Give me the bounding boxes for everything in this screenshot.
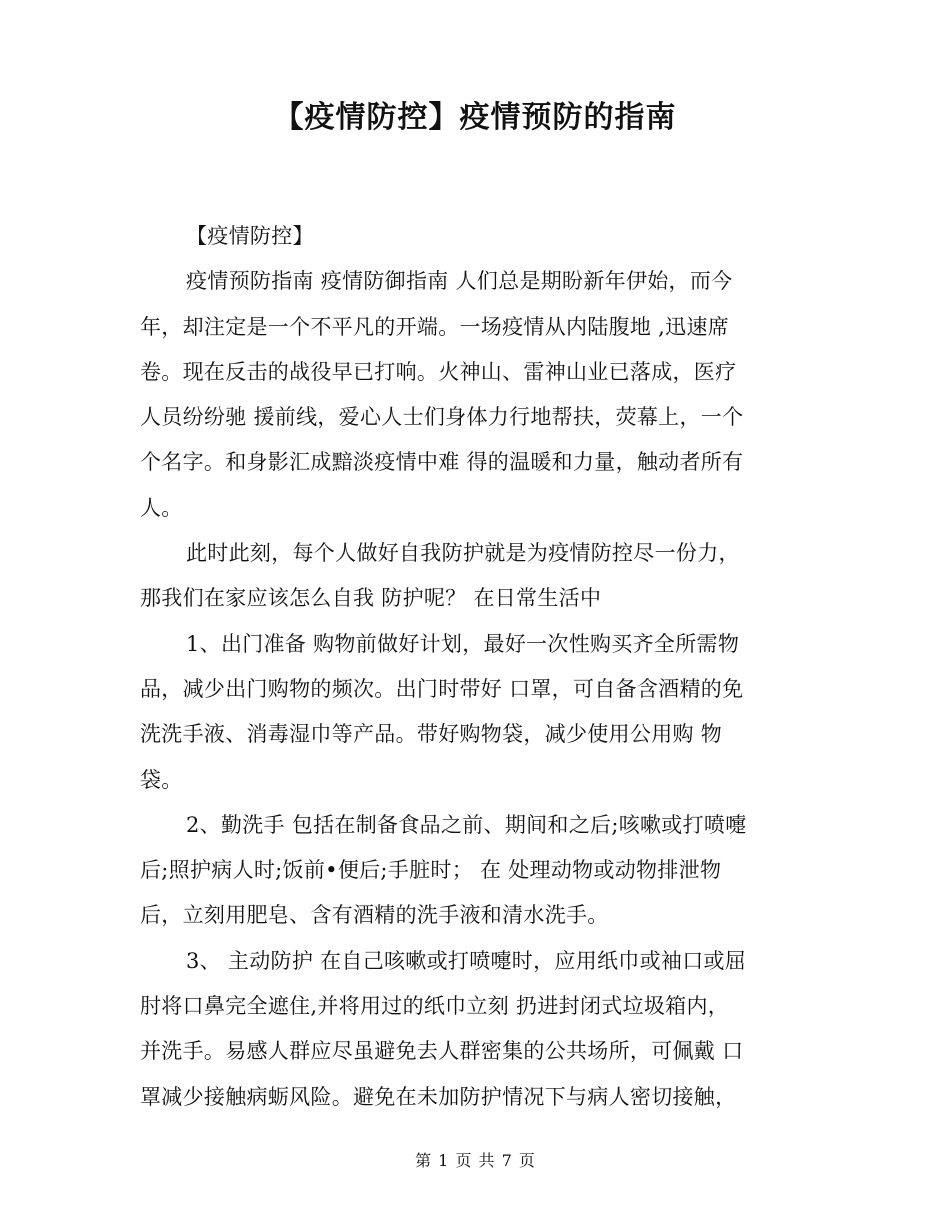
text-line: 疫情预防指南 疫情防御指南 人们总是期盼新年伊始，而今 xyxy=(186,269,733,294)
page-footer: 第 1 页 共 7 页 xyxy=(415,1151,535,1170)
text-line: 袋。 xyxy=(140,767,183,792)
text-line: 2、勤洗手 包括在制备食品之前、期间和之后;咳嗽或打喷嚏 xyxy=(186,812,747,837)
text-line: 人员纷纷驰 援前线，爱心人士们身体力行地帮扶，荧幕上，一个 xyxy=(140,405,744,430)
text-line: 此时此刻，每个人做好自我防护就是为疫情防控尽一份力， xyxy=(186,541,740,566)
text-line: 洗洗手液、消毒湿巾等产品。带好购物袋，减少使用公用购 物 xyxy=(140,722,723,747)
text-line: 那我们在家应该怎么自我 防护呢？ 在日常生活中 xyxy=(140,586,602,611)
text-line: 个名字。和身影汇成黯淡疫情中难 得的温暖和力量，触动者所有 xyxy=(140,450,744,475)
text-line: 肘将口鼻完全遮住,并将用过的纸巾立刻 扔进封闭式垃圾箱内， xyxy=(140,994,730,1019)
text-line: 卷。现在反击的战役早已打响。火神山、雷神山业已落成，医疗 xyxy=(140,359,737,384)
text-line: 罩减少接触病蛎风险。避免在未加防护情况下与病人密切接触， xyxy=(140,1084,737,1109)
text-line: 后，立刻用肥皂、含有酒精的洗手液和清水洗手。 xyxy=(140,903,609,928)
text-line: 后;照护病人时;饭前•便后;手脏时； 在 处理动物或动物排泄物 xyxy=(140,858,722,883)
text-line: 1、出门准备 购物前做好计划，最好一次性购买齐全所需物 xyxy=(186,631,740,656)
text-line: 人。 xyxy=(140,495,183,520)
document-body xyxy=(140,214,812,1120)
text-line: 【疫情防控】 xyxy=(186,224,314,248)
document-title: 【疫情防控】疫情预防的指南 xyxy=(273,100,677,135)
text-line: 并洗手。易感人群应尽虽避免去人群密集的公共场所，可佩戴 口 xyxy=(140,1039,744,1064)
text-line: 品，减少出门购物的频次。出门时带好 口罩，可自备含酒精的免 xyxy=(140,676,744,701)
text-line: 3、 主动防护 在自己咳嗽或打喷嚏时，应用纸巾或袖口或屈 xyxy=(186,948,747,973)
text-line: 年，却注定是一个不平凡的开端。一场疫情从内陆腹地 ,迅速席 xyxy=(140,314,730,339)
